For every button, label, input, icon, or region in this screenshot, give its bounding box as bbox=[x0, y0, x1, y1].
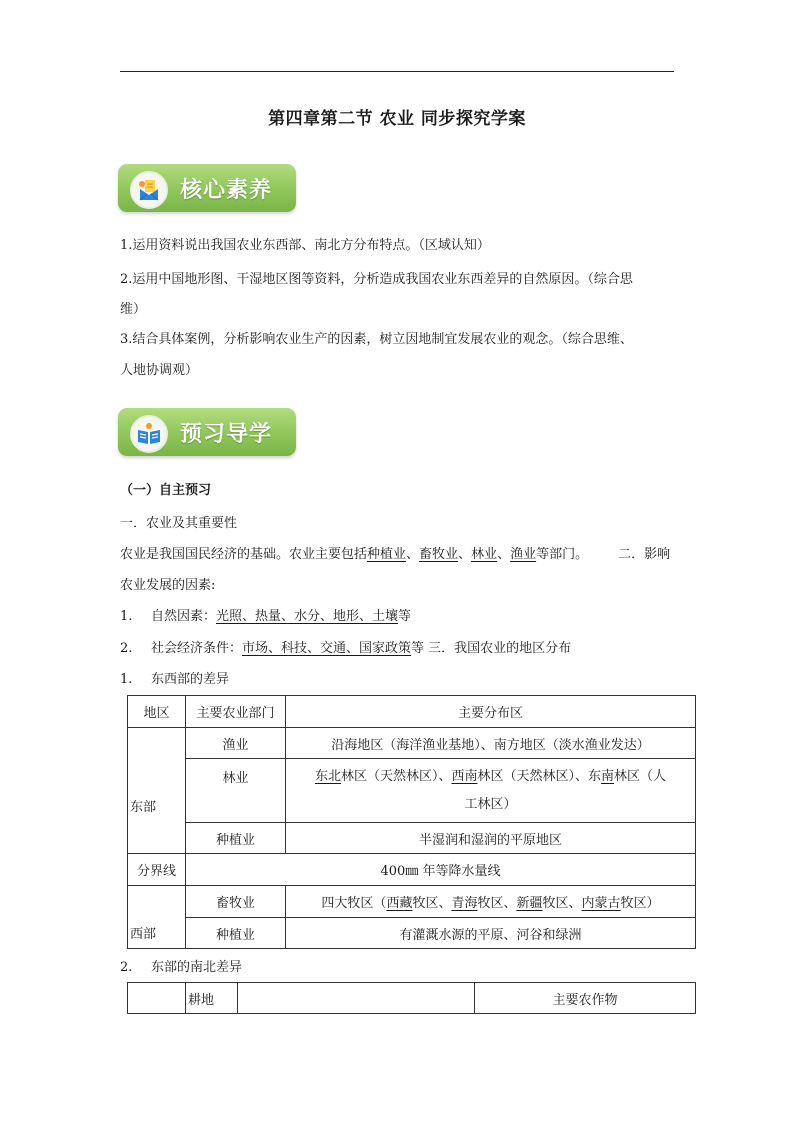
divide-label: 分界线 bbox=[128, 854, 186, 886]
table-row bbox=[128, 728, 696, 759]
underlined-term: 市场、科技、交通、国家政策 bbox=[242, 641, 412, 656]
east-west-difference-heading: 1. 东西部的差异 bbox=[120, 672, 230, 687]
table-header bbox=[238, 983, 475, 1014]
objective-3: 3.结合具体案例，分析影响农业生产的因素，树立因地制宜发展农业的观念。（综合思维、 bbox=[120, 332, 633, 347]
core-literacy-banner bbox=[118, 164, 296, 212]
table-row bbox=[128, 696, 696, 728]
sector-cell: 种植业 bbox=[186, 823, 286, 854]
core-literacy-label: 核心素养 bbox=[180, 178, 273, 203]
socioeconomic-factors: 2. 社会经济条件：市场、科技、交通、国家政策等 三．我国农业的地区分布 bbox=[120, 641, 572, 656]
natural-factors: 1. 自然因素：光照、热量、水分、地形、土壤等 bbox=[120, 609, 412, 624]
objective-2: 2.运用中国地形图、干湿地区图等资料，分析造成我国农业东西差异的自然原因。（综合思 bbox=[120, 272, 633, 287]
sector-cell: 种植业 bbox=[186, 918, 286, 949]
agriculture-paragraph: 农业是我国国民经济的基础。农业主要包括种植业、畜牧业、林业、渔业等部门。 二．影响 bbox=[120, 547, 671, 562]
table-row bbox=[128, 983, 696, 1014]
distribution-cell: 东北林区（天然林区）、西南林区（天然林区）、东南林区（人 工林区） bbox=[286, 759, 696, 823]
preview-guide-label: 预习导学 bbox=[180, 422, 273, 447]
header-rule bbox=[120, 71, 674, 72]
objective-1: 1.运用资料说出我国农业东西部、南北方分布特点。（区域认知） bbox=[120, 238, 490, 253]
underlined-term: 光照、热量、水分、地形、土壤 bbox=[216, 609, 399, 624]
objective-3-cont: 人地协调观） bbox=[120, 363, 199, 378]
underlined-term: 林业 bbox=[471, 547, 498, 562]
distribution-cell: 有灌溉水源的平原、河谷和绿洲 bbox=[286, 918, 696, 949]
underlined-term: 种植业 bbox=[367, 547, 407, 562]
table-header: 主要分布区 bbox=[286, 696, 696, 728]
table-row bbox=[128, 759, 696, 823]
objective-2-cont: 维） bbox=[120, 302, 147, 317]
sector-cell: 渔业 bbox=[186, 728, 286, 759]
table-row bbox=[128, 918, 696, 949]
table-row bbox=[128, 823, 696, 854]
sector-cell: 林业 bbox=[186, 759, 286, 823]
agriculture-paragraph-cont: 农业发展的因素: bbox=[120, 578, 216, 593]
item-heading-1: 一．农业及其重要性 bbox=[120, 516, 238, 531]
north-south-difference-heading: 2. 东部的南北差异 bbox=[120, 960, 243, 975]
distribution-cell: 半湿润和湿润的平原地区 bbox=[286, 823, 696, 854]
divide-line-cell: 400㎜ 年等降水量线 bbox=[186, 854, 696, 886]
distribution-cell: 沿海地区（海洋渔业基地）、南方地区（淡水渔业发达） bbox=[286, 728, 696, 759]
region-west: 西部 bbox=[128, 886, 186, 949]
region-east: 东部 bbox=[128, 728, 186, 854]
table-row bbox=[128, 886, 696, 918]
table-header: 地区 bbox=[128, 696, 186, 728]
north-south-table bbox=[127, 982, 696, 1014]
item-heading-2: 二．影响 bbox=[618, 547, 671, 562]
section-heading: （一）自主预习 bbox=[120, 483, 212, 498]
sector-cell: 畜牧业 bbox=[186, 886, 286, 918]
page-title: 第四章第二节 农业 同步探究学案 bbox=[268, 109, 526, 129]
table-row bbox=[128, 854, 696, 886]
underlined-term: 畜牧业 bbox=[419, 547, 459, 562]
table-header: 主要农作物 bbox=[475, 983, 696, 1014]
envelope-icon bbox=[130, 171, 168, 209]
table-header bbox=[128, 983, 186, 1014]
table-header: 主要农业部门 bbox=[186, 696, 286, 728]
preview-guide-banner bbox=[118, 408, 296, 456]
underlined-term: 渔业 bbox=[510, 547, 537, 562]
table-header: 耕地 bbox=[186, 983, 238, 1014]
open-book-icon bbox=[130, 415, 168, 453]
east-west-table bbox=[127, 695, 696, 949]
distribution-cell: 四大牧区（西藏牧区、青海牧区、新疆牧区、内蒙古牧区） bbox=[286, 886, 696, 918]
